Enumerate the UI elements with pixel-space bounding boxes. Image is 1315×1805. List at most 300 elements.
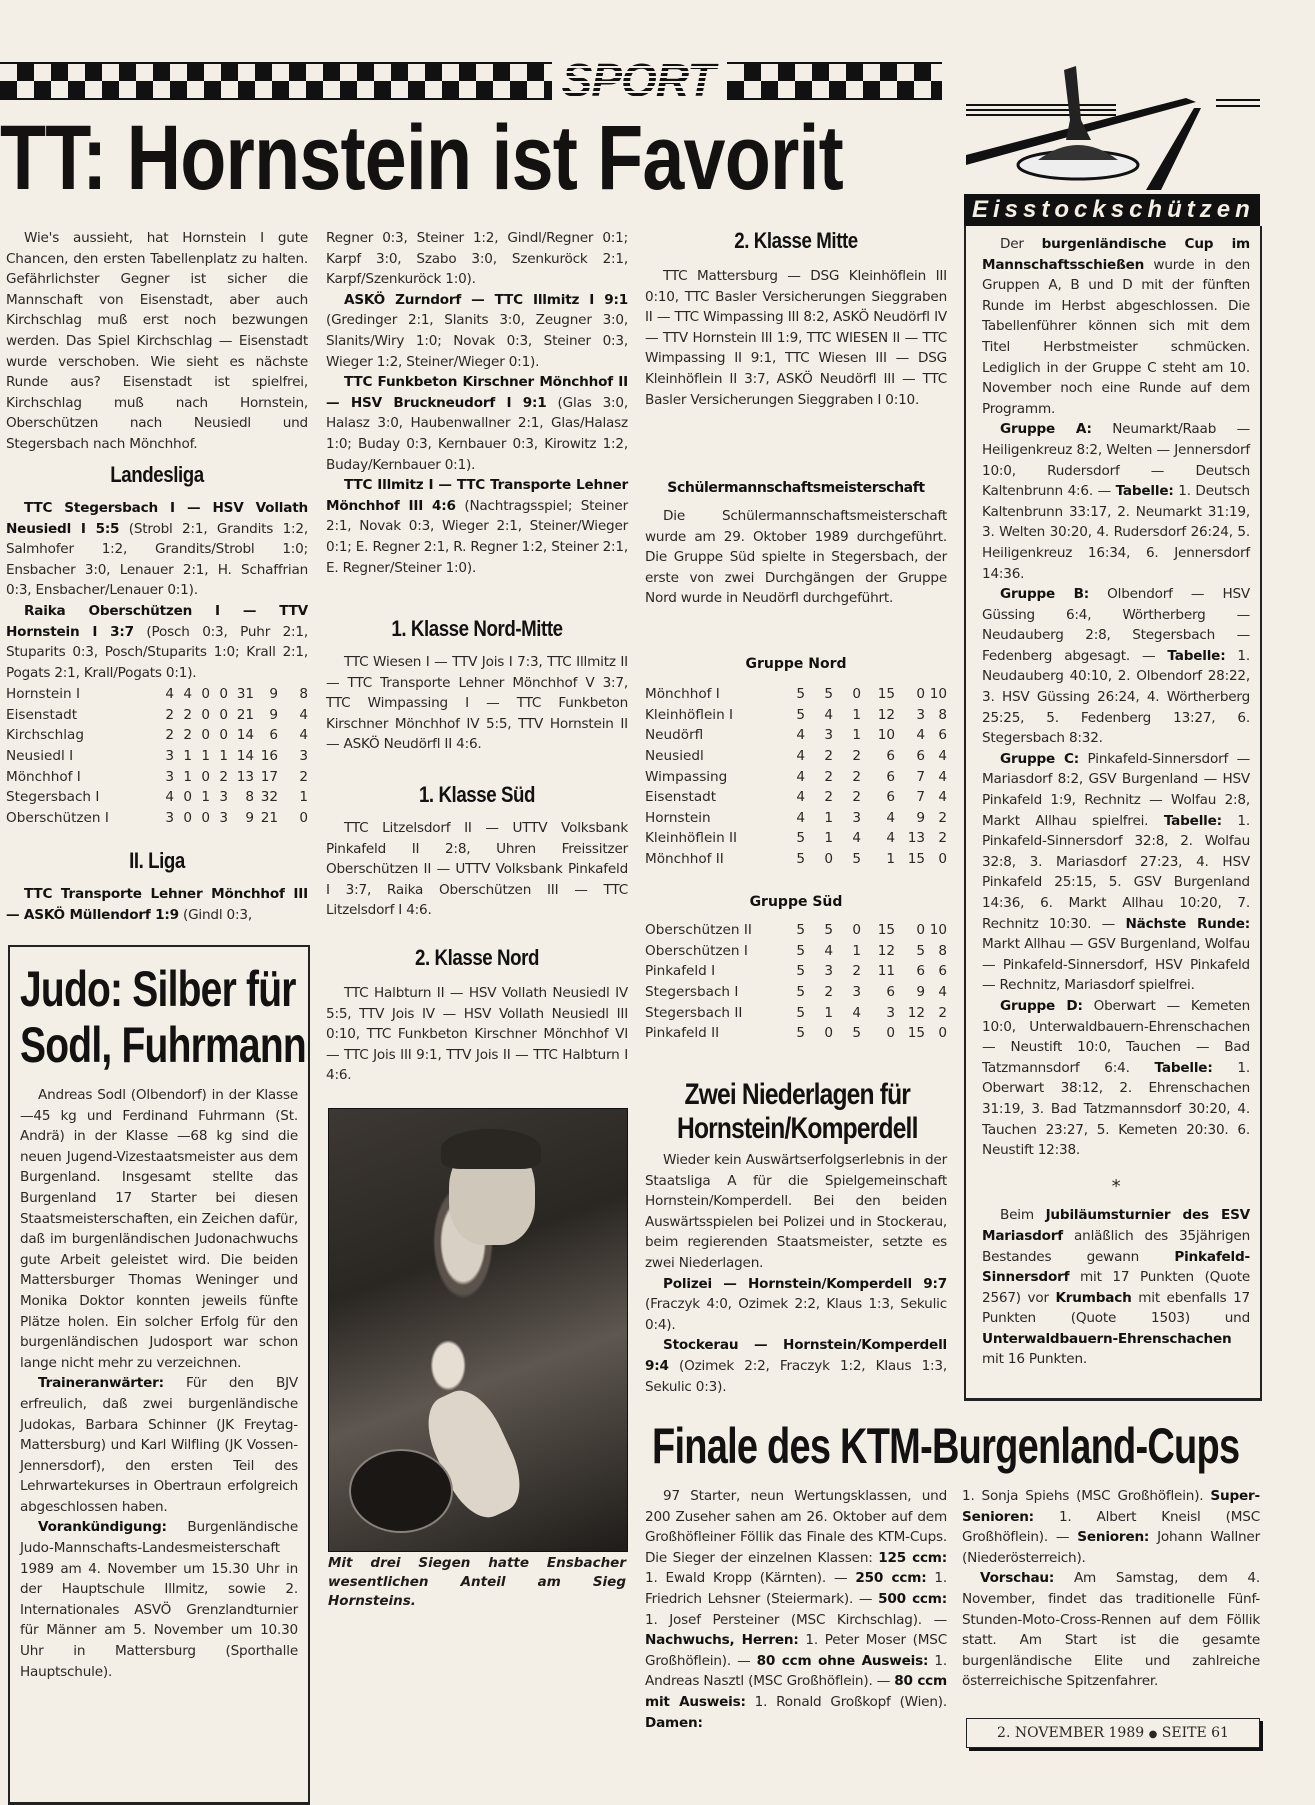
- stat-value: 6: [886, 748, 895, 765]
- stat-value: 5: [796, 686, 805, 703]
- eisstock-icon: [966, 60, 1260, 194]
- match-result: ASKÖ Zurndorf — TTC Illmitz I 9:1: [344, 291, 628, 308]
- text: Neumarkt/Raab — Heiligenkreuz 8:2, Welten — Jennersdorf 10:0, Rudersdorf — Deutsch Kaltenbrunn 4:6. —: [982, 421, 1250, 500]
- stat-value: 7: [916, 768, 925, 785]
- stat-value: 0: [201, 809, 210, 826]
- team-name: Kirchschlag: [6, 727, 84, 744]
- text: Der: [1000, 236, 1042, 252]
- class-label: Senioren:: [1077, 1529, 1150, 1546]
- group-label: Gruppe A:: [1000, 421, 1092, 438]
- team-name: Neusiedl: [645, 748, 704, 765]
- stat-value: 4: [165, 789, 174, 806]
- stat-value: 0: [219, 686, 228, 703]
- team-name: Mönchhof II: [645, 851, 724, 868]
- stat-value: 1: [824, 1004, 833, 1021]
- class-label: 80 ccm ohne Ausweis:: [756, 1652, 929, 1669]
- stat-value: 0: [201, 727, 210, 744]
- stat-value: 9: [245, 809, 254, 826]
- team-name: Pinkafeld II: [645, 1025, 720, 1042]
- class-label: 250 ccm:: [855, 1570, 927, 1587]
- intro-article: [6, 228, 308, 455]
- match-details: (Gindl 0:3,: [178, 906, 252, 923]
- class-label: Damen:: [645, 1714, 703, 1731]
- stat-value: 2: [824, 748, 833, 765]
- landesliga-standings-table: [6, 684, 308, 828]
- standings-row: [645, 849, 947, 870]
- standings-row: [645, 941, 947, 962]
- stat-value: 2: [219, 768, 228, 785]
- photo-paddle-shape: [349, 1449, 453, 1533]
- emphasis: Krumbach: [1055, 1289, 1132, 1306]
- komperdell-paragraph: Wieder kein Auswärtserfolgserlebnis in der Staatsliga A für die Spielgemeinschaft Hornstein/Komperdell. Bei den beiden Auswärtsspielen bei Polizei und in Stockerau, beim regierenden Staatsmeister, setzte es zwei Niederlagen.: [645, 1152, 947, 1271]
- stat-value: 4: [916, 727, 925, 744]
- schueler-heading: Schülermannschaftsmeisterschaft: [667, 480, 925, 496]
- eisstock-box: [964, 226, 1262, 1401]
- stat-value: 4: [796, 727, 805, 744]
- stat-value: 1: [886, 851, 895, 868]
- eisstock-label-bar: [964, 194, 1260, 226]
- stat-value: 5: [796, 963, 805, 980]
- team-name: Stegersbach I: [6, 789, 100, 806]
- stat-value: 3: [824, 963, 833, 980]
- stat-value: 15: [907, 851, 925, 868]
- standings-row: [6, 787, 308, 808]
- stat-value: 0: [852, 922, 861, 939]
- stat-value: 4: [938, 768, 947, 785]
- stat-value: 17: [260, 768, 278, 785]
- stat-value: 9: [916, 984, 925, 1001]
- standings-row: [645, 705, 947, 726]
- intro-text: Wie's aussieht, hat Hornstein I gute Chancen, den ersten Tabellenplatz zu halten. Gefährlichster Gegner ist sicher die Mannschaft von Eisenstadt, aber auch Kirchschlag muß erst noch bezwungen werden. Das Spiel Kirchschlag — Eisenstadt wurde verschoben. Wie sieht es nächste Runde aus? Eisenstadt ist spielfrei, Kirchschlag muß nach Hornstein, Oberschützen nach Neusiedl und Stegersbach nach Mönchhof.: [6, 230, 308, 452]
- text: Oberwart — Kemeten 10:0, Unterwaldbauern-Ehrenschachen — Neustift 10:0, Tauchen — Bad Tatzmannsdorf 6:4.: [982, 997, 1251, 1076]
- stat-value: 2: [165, 706, 174, 723]
- stat-value: 15: [907, 1025, 925, 1042]
- klasse1-sued-heading: 1. Klasse Süd: [418, 782, 536, 807]
- match-details: (Glas 3:0, Halasz 3:0, Haubenwallner 2:1, Glas/Halasz 1:0; Buday 0:3, Kernbauer 0:3, Kirowitz 1:2, Buday/Kernbauer 0:1).: [326, 394, 628, 473]
- stat-value: 0: [299, 809, 308, 826]
- stat-value: 0: [938, 1025, 947, 1042]
- stat-value: 1: [299, 789, 308, 806]
- table-label: Tabelle:: [1154, 1059, 1213, 1076]
- team-name: Oberschützen I: [645, 942, 748, 959]
- stat-value: 1: [201, 748, 210, 765]
- text: wurde in den Gruppen A, B und D mit der fünften Runde im Herbst abgeschlossen. Die Tabellenführer können sich mit dem Titel Herbstmeister schmücken. Lediglich in der Gruppe C steht am 10. November noch eine Runde auf dem Programm.: [982, 256, 1250, 417]
- stat-value: 8: [299, 686, 308, 703]
- klasse2-nord-results: [326, 983, 628, 1086]
- stat-value: 2: [183, 706, 192, 723]
- judo-headline: [20, 961, 306, 1073]
- class-label: 125 ccm:: [878, 1549, 947, 1566]
- liga2-results-start: [6, 884, 308, 925]
- section-label-text: SPORT: [552, 58, 724, 102]
- stat-value: 9: [269, 686, 278, 703]
- stat-value: 12: [907, 1004, 925, 1021]
- match-details: (Nachtragsspiel; Steiner 2:1, Novak 0:3, Wieger 2:1, Steiner/Wieger 0:1; E. Regner 2:1, R. Regner 1:2, Steiner 2:1, E. Regner/Steiner 1:0).: [326, 497, 628, 576]
- klasse2-mitte-results: [645, 266, 947, 410]
- stat-value: 31: [236, 686, 254, 703]
- standings-row: [645, 746, 947, 767]
- stat-value: 2: [938, 830, 947, 847]
- stat-value: 4: [824, 706, 833, 723]
- text: 1. Ewald Kropp (Kärnten). —: [645, 1570, 856, 1587]
- standings-row: [645, 920, 947, 941]
- klasse1-nord-mitte-results: [326, 652, 628, 755]
- judo-article-box: [8, 945, 310, 1805]
- komperdell-headline-line1: Zwei Niederlagen für: [684, 1078, 911, 1111]
- main-headline: TT: Hornstein ist Favorit: [0, 107, 843, 209]
- emphasis: Jubiläumsturnier des ESV Mariasdorf: [982, 1207, 1250, 1244]
- klasse1-nord-mitte-heading: 1. Klasse Nord-Mitte: [391, 616, 563, 641]
- results-text: TTC Halbturn II — HSV Vollath Neusiedl IV 5:5, TTV Jois IV — HSV Vollath Neusiedl III 0:10, TTC Funkbeton Kirschner Mönchhof VI — TTC Jois III 9:1, TTV Jois II — TTC Halbturn I 4:6.: [326, 985, 628, 1084]
- stat-value: 0: [938, 851, 947, 868]
- schueler-paragraph: Die Schülermannschaftsmeisterschaft wurde am 29. Oktober 1989 durchgeführt. Die Gruppe Süd spielte in Stegersbach, der erste von zwei Durchgängen der Gruppe Nord wurde in Neudörfl durchgeführt.: [645, 508, 947, 607]
- photo-hair-shape: [441, 1129, 541, 1169]
- standings-row: [645, 725, 947, 746]
- class-label: 80 ccm mit Ausweis:: [645, 1673, 947, 1710]
- stat-value: 14: [236, 727, 254, 744]
- gruppe-sued-heading: Gruppe Süd: [749, 894, 843, 910]
- stat-value: 10: [929, 922, 947, 939]
- stat-value: 8: [938, 942, 947, 959]
- class-label: Nachwuchs, Herren:: [645, 1632, 799, 1649]
- text: 1. Peter Moser (MSC Großhöflein). —: [645, 1632, 947, 1669]
- text: 97 Starter, neun Wertungsklassen, und 200 Zuseher sahen am 26. Oktober auf dem Großhöfleiner Föllik das Finale des KTM-Cups. Die Sieger der einzelnen Klassen:: [645, 1488, 947, 1566]
- emphasis: Unterwaldbauern-Ehrenschachen: [982, 1330, 1232, 1347]
- stat-value: 4: [796, 789, 805, 806]
- stat-value: 5: [852, 851, 861, 868]
- stat-value: 4: [299, 706, 308, 723]
- team-name: Kleinhöflein II: [645, 830, 738, 847]
- team-name: Oberschützen I: [6, 809, 109, 826]
- text: Am Samstag, dem 4. November, findet das traditionelle Fünf-Stunden-Moto-Cross-Rennen auf dem Föllik statt. Am Start ist die gesamte burgenländische Elite und zahlreiche österreichische Spitzenfahrer.: [962, 1570, 1260, 1690]
- emphasis: burgenländische Cup im Mannschaftsschießen: [982, 236, 1250, 273]
- standings-row: [6, 808, 308, 829]
- stat-value: 4: [796, 748, 805, 765]
- stat-value: 3: [165, 768, 174, 785]
- stat-value: 5: [824, 922, 833, 939]
- stat-value: 2: [299, 768, 308, 785]
- stat-value: 0: [183, 809, 192, 826]
- class-label: 500 ccm:: [878, 1590, 947, 1607]
- stat-value: 6: [916, 963, 925, 980]
- stat-value: 1: [183, 748, 192, 765]
- stat-value: 5: [916, 942, 925, 959]
- stat-value: 12: [877, 706, 895, 723]
- landesliga-heading: Landesliga: [110, 462, 204, 487]
- judo-paragraph: Burgenländische Judo-Mannschafts-Landesmeisterschaft 1989 am 4. November um 15.30 Uhr in der Hauptschule Illmitz, sowie 2. Internationales ASVÖ Grenzlandturnier für Männer am 5. November um 10.30 Uhr in Mattersburg (Sporthalle Hauptschule).: [20, 1519, 298, 1680]
- stat-value: 2: [852, 748, 861, 765]
- stat-value: 12: [877, 942, 895, 959]
- standings-row: [6, 705, 308, 726]
- photo-caption: Mit drei Siegen hatte Ensbacher wesentlichen Anteil am Sieg Hornsteins.: [328, 1555, 626, 1609]
- stat-value: 8: [938, 706, 947, 723]
- ktm-headline: Finale des KTM-Burgenland-Cups: [652, 1418, 1240, 1474]
- stat-value: 3: [852, 984, 861, 1001]
- stat-value: 1: [852, 706, 861, 723]
- stat-value: 6: [886, 768, 895, 785]
- stat-value: 4: [299, 727, 308, 744]
- schueler-text: [645, 506, 947, 609]
- stat-value: 32: [260, 789, 278, 806]
- team-name: Eisenstadt: [645, 789, 717, 806]
- group-label: Gruppe D:: [1000, 997, 1083, 1014]
- standings-row: [645, 684, 947, 705]
- stat-value: 2: [824, 789, 833, 806]
- match-result: Raika Oberschützen I — TTV Hornstein I 3:7: [6, 602, 308, 640]
- stat-value: 21: [260, 809, 278, 826]
- stat-value: 10: [929, 686, 947, 703]
- stat-value: 6: [886, 789, 895, 806]
- stat-value: 6: [916, 748, 925, 765]
- stat-value: 1: [183, 768, 192, 785]
- team-name: Mönchhof I: [645, 686, 720, 703]
- stat-value: 9: [916, 809, 925, 826]
- ktm-body-col2: [962, 1486, 1260, 1692]
- judo-subhead: Vorankündigung:: [38, 1519, 167, 1536]
- stat-value: 2: [183, 727, 192, 744]
- stat-value: 1: [852, 942, 861, 959]
- stat-value: 8: [245, 789, 254, 806]
- stat-value: 5: [796, 942, 805, 959]
- text: 1. Albert Kneisl (MSC Großhöflein). —: [962, 1508, 1260, 1546]
- text: Pinkafeld-Sinnersdorf — Mariasdorf 8:2, GSV Burgenland — HSV Pinkafeld 1:9, Rechnitz — Wolfau 2:8, Markt Allhau spielfrei.: [982, 750, 1250, 829]
- team-name: Kleinhöflein I: [645, 706, 734, 723]
- stat-value: 5: [796, 706, 805, 723]
- stat-value: 5: [796, 1025, 805, 1042]
- stat-value: 5: [824, 686, 833, 703]
- standings-row: [645, 766, 947, 787]
- stat-value: 13: [236, 768, 254, 785]
- stat-value: 3: [299, 748, 308, 765]
- stat-value: 3: [165, 809, 174, 826]
- ktm-body-col1: [645, 1486, 947, 1733]
- stat-value: 3: [916, 706, 925, 723]
- stat-value: 0: [886, 1025, 895, 1042]
- stat-value: 6: [269, 727, 278, 744]
- stat-value: 5: [796, 922, 805, 939]
- stat-value: 6: [886, 984, 895, 1001]
- stat-value: 5: [796, 830, 805, 847]
- footer-page-number: SEITE 61: [1161, 1725, 1229, 1741]
- stat-value: 3: [219, 789, 228, 806]
- class-label: Super-Senioren:: [962, 1488, 1260, 1525]
- klasse2-nord-heading: 2. Klasse Nord: [415, 945, 539, 970]
- gruppe-nord-heading: Gruppe Nord: [745, 656, 847, 672]
- stat-value: 0: [824, 1025, 833, 1042]
- klasse2-mitte-heading: 2. Klasse Mitte: [734, 228, 858, 253]
- komperdell-body: [645, 1150, 947, 1397]
- stat-value: 2: [824, 984, 833, 1001]
- match-details: (Ozimek 2:2, Fraczyk 1:2, Klaus 1:3, Sekulic 0:3).: [645, 1357, 947, 1395]
- stat-value: 2: [165, 727, 174, 744]
- team-name: Neusiedl I: [6, 748, 74, 765]
- results-text: TTC Wiesen I — TTV Jois I 7:3, TTC Illmitz II — TTC Transporte Lehner Mönchhof V 3:7, TTC Wimpassing I — TTC Funkbeton Kirschner Mönchhof IV 5:5, TTV Hornstein II — ASKÖ Neudörfl II 4:6.: [326, 654, 628, 753]
- stat-value: 1: [219, 748, 228, 765]
- stat-value: 4: [938, 984, 947, 1001]
- stat-value: 4: [938, 748, 947, 765]
- stat-value: 1: [852, 727, 861, 744]
- stat-value: 21: [236, 706, 254, 723]
- komperdell-headline-line2: Hornstein/Komperdell: [677, 1112, 918, 1145]
- text: 1. Pinkafeld-Sinnersdorf 32:8, 2. Wolfau 32:8, 3. Mariasdorf 27:23, 4. HSV Pinkafeld 25:15, 5. GSV Burgenland 14:36, 6. Markt Allhau 10:20, 7. Rechnitz 10:30. —: [982, 812, 1250, 932]
- match-result: TTC Funkbeton Kirschner Mönchhof II — HSV Bruckneudorf I 9:1: [326, 374, 628, 411]
- table-label: Tabelle:: [1163, 812, 1222, 829]
- text: 1. Deutsch Kaltenbrunn 33:17, 2. Neumarkt 31:19, 3. Welten 30:20, 4. Rudersdorf 26:24, 5. Heiligenkreuz 16:34, 6. Jennersdorf 14:36.: [982, 483, 1250, 582]
- text: mit 16 Punkten.: [982, 1351, 1087, 1368]
- match-result: Stockerau — Hornstein/Komperdell 9:4: [645, 1337, 947, 1374]
- stat-value: 5: [852, 1025, 861, 1042]
- team-name: Mönchhof I: [6, 768, 81, 785]
- stat-value: 1: [824, 809, 833, 826]
- team-name: Neudörfl: [645, 727, 704, 744]
- stat-value: 4: [886, 809, 895, 826]
- standings-row: [6, 746, 308, 767]
- team-name: Stegersbach II: [645, 1004, 743, 1021]
- text: 1. Josef Persteiner (MSC Kirchschlag). —: [645, 1611, 947, 1628]
- standings-row: [645, 1023, 947, 1044]
- gruppe-nord-table: [645, 684, 947, 869]
- table-label: Tabelle:: [1167, 647, 1226, 664]
- stat-value: 0: [916, 686, 925, 703]
- stat-value: 0: [916, 922, 925, 939]
- stat-value: 0: [219, 706, 228, 723]
- stat-value: 4: [852, 830, 861, 847]
- group-label: Gruppe C:: [1000, 750, 1079, 767]
- stat-value: 7: [916, 789, 925, 806]
- text: Olbendorf — HSV Güssing 6:4, Wörtherberg — Neudauberg 2:8, Stegersbach — Fedenberg abgesagt. —: [982, 586, 1250, 664]
- team-name: Hornstein I: [6, 686, 81, 703]
- stat-value: 11: [877, 963, 895, 980]
- eisstock-body: [982, 234, 1250, 1370]
- text: mit ebenfalls 17 Punkten (Quote 1503) und: [982, 1289, 1250, 1327]
- stat-value: 5: [796, 851, 805, 868]
- stat-value: 14: [236, 748, 254, 765]
- match-details: (Fraczyk 4:0, Ozimek 2:2, Klaus 1:3, Sekulic 0:4).: [645, 1296, 947, 1333]
- stat-value: 0: [824, 851, 833, 868]
- text: mit 17 Punkten (Quote 2567) vor: [982, 1269, 1250, 1306]
- stat-value: 2: [938, 809, 947, 826]
- stat-value: 1: [201, 789, 210, 806]
- judo-paragraph: Für den BJV erfreulich, daß zwei burgenländische Judokas, Barbara Schinner (JK Freytag-Mattersburg) und Karl Wilfling (JK Vossen-Jennersdorf), den ersten Teil des Lehrwartekurses in Obertraun erfolgreich abgeschlossen haben.: [20, 1375, 298, 1515]
- bullet-icon: ●: [1148, 1729, 1158, 1740]
- stat-value: 3: [165, 748, 174, 765]
- stat-value: 0: [219, 727, 228, 744]
- standings-row: [6, 725, 308, 746]
- stat-value: 6: [938, 963, 947, 980]
- team-name: Wimpassing: [645, 768, 728, 785]
- team-name: Pinkafeld I: [645, 963, 716, 980]
- standings-row: [6, 766, 308, 787]
- group-label: Gruppe B:: [1000, 586, 1089, 603]
- standings-row: [645, 961, 947, 982]
- stat-value: 0: [201, 706, 210, 723]
- liga2-heading: II. Liga: [129, 848, 185, 873]
- stat-value: 2: [852, 768, 861, 785]
- standings-row: [645, 828, 947, 849]
- team-name: Oberschützen II: [645, 922, 752, 939]
- stat-value: 3: [886, 1004, 895, 1021]
- emphasis: Pinkafeld-Sinnersdorf: [982, 1248, 1250, 1286]
- match-details: (Strobl 2:1, Grandits 1:2, Salmhofer 1:2, Grandits/Strobl 1:0; Ensbacher 3:0, Lenauer 2:1, H. Schaffrian 0:3, Ensbacher/Lenauer 0:1).: [6, 520, 308, 599]
- judo-headline-line1: Judo: Silber für: [20, 961, 296, 1017]
- stat-value: 4: [824, 942, 833, 959]
- standings-row: [6, 684, 308, 705]
- text: anläßlich des 35jährigen Bestandes gewann: [982, 1227, 1250, 1265]
- text: 1. Sonja Spiehs (MSC Großhöflein).: [962, 1488, 1211, 1504]
- judo-headline-line2: Sodl, Fuhrmann: [20, 1017, 306, 1073]
- text: 1. Ronald Großkopf (Wien).: [745, 1693, 947, 1710]
- stat-value: 5: [796, 984, 805, 1001]
- match-details: Regner 0:3, Steiner 1:2, Gindl/Regner 0:1; Karpf 3:0, Szabo 3:0, Szenkuröck 2:1, Karpf/Szenkuröck 1:0).: [326, 230, 628, 288]
- text: 1. Neudauberg 40:10, 2. Olbendorf 28:22, 3. HSV Güssing 26:24, 4. Wörtherberg 25:25, 5. Fedenberg 13:27, 6. Stegersbach 8:32.: [982, 647, 1250, 747]
- stat-value: 6: [938, 727, 947, 744]
- stat-value: 1: [824, 830, 833, 847]
- stat-value: 16: [260, 748, 278, 765]
- match-details: (Posch 0:3, Puhr 2:1, Stuparits 0:3, Posch/Stuparits 1:0; Krall 2:1, Pogats 2:1, Krall/Pogats 0:1).: [6, 623, 308, 681]
- team-name: Eisenstadt: [6, 706, 78, 723]
- stat-value: 4: [886, 830, 895, 847]
- checkered-banner-right: [727, 62, 942, 100]
- text: Johann Wallner (Niederösterreich).: [962, 1529, 1260, 1566]
- separator-asterisk: *: [1111, 1175, 1121, 1197]
- text: Beim: [1000, 1207, 1046, 1224]
- table-label: Tabelle:: [1115, 483, 1174, 500]
- preview-label: Vorschau:: [980, 1570, 1055, 1587]
- next-round-label: Nächste Runde:: [1125, 915, 1250, 932]
- komperdell-headline: [662, 1078, 933, 1146]
- eisstock-illustration: [966, 60, 1260, 194]
- team-name: Hornstein: [645, 809, 711, 826]
- stat-value: 2: [824, 768, 833, 785]
- match-result: TTC Transporte Lehner Mönchhof III — ASKÖ Müllendorf 1:9: [6, 886, 308, 923]
- text: 1. Friedrich Lehsner (Steiermark). —: [645, 1570, 947, 1607]
- results-text: TTC Mattersburg — DSG Kleinhöflein III 0:10, TTC Basler Versicherungen Sieggraben II — TTC Wimpassing III 8:2, ASKÖ Neudörfl IV — TTV Hornstein III 1:9, TTC WIESEN II — TTC Wimpassing II 9:1, TTC Wiesen III — DSG Kleinhöflein II 3:7, ASKÖ Neudörfl III — TTC Basler Versicherungen Sieggraben I 0:10.: [645, 268, 947, 408]
- results-text: TTC Litzelsdorf II — UTTV Volksbank Pinkafeld II 2:8, Uhren Freissitzer Oberschützen II — UTTV Volksbank Pinkafeld I 3:7, Raika Oberschützen III — TTC Litzelsdorf I 4:6.: [326, 820, 628, 919]
- team-name: Stegersbach I: [645, 984, 739, 1001]
- stat-value: 2: [852, 963, 861, 980]
- stat-value: 0: [201, 768, 210, 785]
- stat-value: 2: [852, 789, 861, 806]
- gruppe-sued-table: [645, 920, 947, 1044]
- text: 1. Oberwart 38:12, 2. Ehrenschachen 31:19, 3. Bad Tatzmannsdorf 30:20, 4. Tauchen 23:27, 5. Kemeten 20:30. 6. Neustift 12:38.: [982, 1059, 1250, 1159]
- match-result: Polizei — Hornstein/Komperdell 9:7: [663, 1275, 947, 1292]
- stat-value: 10: [877, 727, 895, 744]
- judo-body: [20, 1085, 298, 1682]
- section-label: [552, 54, 724, 106]
- eisstock-label: Eisstockschützen: [972, 196, 1255, 223]
- stat-value: 3: [219, 809, 228, 826]
- match-result: TTC Stegersbach I — HSV Vollath Neusiedl I 5:5: [6, 500, 308, 537]
- stat-value: 4: [796, 809, 805, 826]
- stat-value: 15: [877, 922, 895, 939]
- match-result: TTC Illmitz I — TTC Transporte Lehner Mönchhof III 4:6: [326, 477, 628, 514]
- text: Markt Allhau — GSV Burgenland, Wolfau — Pinkafeld-Sinnersdorf, HSV Pinkafeld — Rechnitz, Mariasdorf spielfrei.: [982, 936, 1250, 994]
- stat-value: 3: [824, 727, 833, 744]
- page-footer: [966, 1718, 1260, 1748]
- stat-value: 4: [796, 768, 805, 785]
- text: 1. Andreas Nasztl (MSC Großhöflein). —: [645, 1652, 947, 1690]
- stat-value: 0: [852, 686, 861, 703]
- stat-value: 13: [907, 830, 925, 847]
- landesliga-results: [6, 498, 308, 683]
- liga2-results: [326, 228, 628, 578]
- stat-value: 0: [183, 789, 192, 806]
- stat-value: 3: [852, 809, 861, 826]
- stat-value: 4: [183, 686, 192, 703]
- stat-value: 2: [938, 1004, 947, 1021]
- stat-value: 4: [165, 686, 174, 703]
- checkered-banner-left: [0, 62, 552, 100]
